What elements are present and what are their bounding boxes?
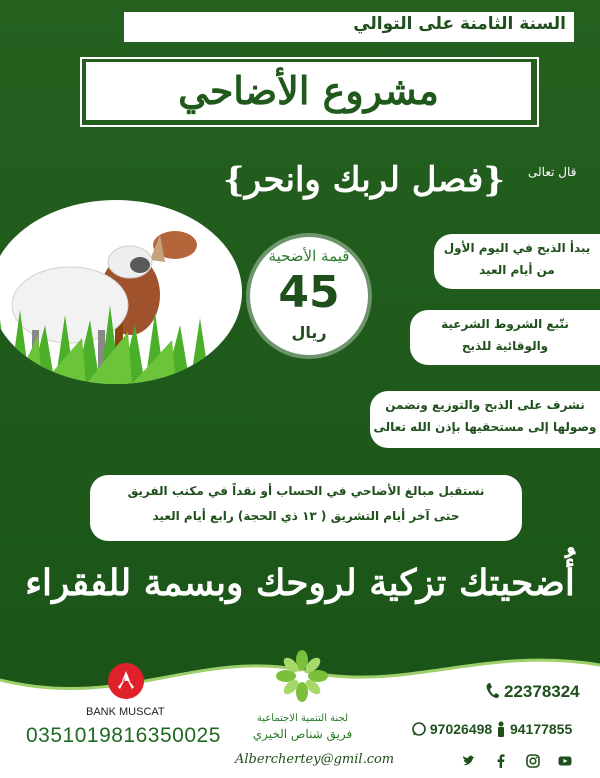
- slogan: أُضحيتك تزكية لروحك وبسمة للفقراء: [25, 562, 575, 604]
- verse-intro: قال تعالى: [528, 165, 577, 179]
- phones-row: [412, 721, 572, 737]
- phone-main[interactable]: [486, 682, 580, 702]
- social-links: [462, 750, 590, 769]
- team-name: فريق شناص الخيري: [252, 727, 353, 741]
- payment-note: [90, 475, 522, 541]
- info-line: والوقائية للذبح: [461, 339, 549, 353]
- price-badge: [250, 237, 368, 355]
- note-line: نستقبل مبالغ الأضاحي في الحساب أو نقداً في مكتب الفريق: [127, 484, 485, 498]
- mobile-number[interactable]: 94177855: [509, 721, 573, 737]
- bank-logo: [108, 663, 144, 699]
- price-label: قيمة الأضحية: [268, 247, 350, 265]
- whatsapp-number[interactable]: 97026498: [429, 721, 493, 737]
- price-value: 45: [278, 267, 340, 318]
- info-distribution: [370, 391, 600, 448]
- info-line: نتّبع الشروط الشرعية: [441, 317, 569, 331]
- team-logo-icon: [274, 648, 330, 704]
- edition-text: السنة الثامنة على التوالي: [353, 14, 566, 34]
- note-line: حتى آخر أيام التشريق ( ١٣ ذي الحجة) رابع أيام العيد: [152, 509, 460, 523]
- info-slaughter-day: [434, 234, 600, 289]
- info-conditions: [410, 310, 600, 365]
- price-currency: ريال: [291, 323, 327, 342]
- phone-main-number: 22378324: [504, 682, 580, 701]
- mobile-icon: [496, 721, 506, 737]
- facebook-icon[interactable]: [494, 754, 508, 768]
- instagram-icon[interactable]: [526, 754, 540, 768]
- bank-muscat-icon: [108, 663, 144, 699]
- info-line: يبدأ الذبح في اليوم الأول: [443, 241, 591, 255]
- info-line: نشرف على الذبح والتوزيع ونضمن: [385, 398, 585, 412]
- info-line: من أيام العيد: [479, 263, 555, 277]
- sheep-illustration: [0, 200, 242, 384]
- team-email[interactable]: Alberchertey@gmil.com: [235, 752, 395, 767]
- bank-account-number: 0351019816350025: [26, 724, 221, 747]
- twitter-icon[interactable]: [462, 754, 476, 768]
- whatsapp-icon: [412, 722, 426, 736]
- info-line: وصولها إلى مستحقيها بإذن الله تعالى: [373, 420, 597, 434]
- bank-name: BANK MUSCAT: [86, 706, 165, 718]
- team-committee: لجنة التنمية الاجتماعية: [256, 713, 349, 724]
- page-title: مشروع الأضاحي: [178, 68, 439, 113]
- verse-text: {فصل لربك وانحر}: [222, 160, 506, 200]
- youtube-icon[interactable]: [558, 754, 572, 768]
- edition-ribbon: [124, 12, 574, 42]
- title-box: [86, 62, 531, 120]
- sheep-icon: [0, 200, 242, 384]
- phone-icon: [486, 682, 500, 699]
